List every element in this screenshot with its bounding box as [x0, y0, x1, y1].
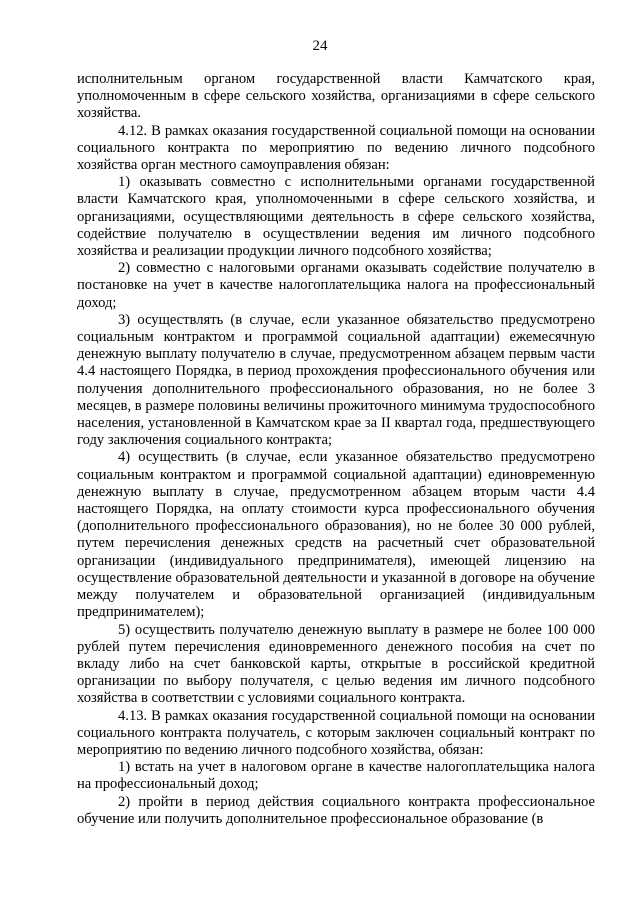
paragraph-4-12-item-2: 2) совместно с налоговыми органами оказывать содействие получателю в постановке на учет в качестве налогоплательщика налога на профессиональный доход; — [77, 260, 595, 311]
paragraph-4-12-item-1: 1) оказывать совместно с исполнительными органами государственной власти Камчатского края, уполномоченными в сфере сельского хозяйства, и организациями, осуществляющими деятельность в сфере сельского хозяйства, содействие получателю в осуществлении ведения им личного подсобного хозяйства и реализации продукции личного подсобного хозяйства; — [77, 174, 595, 260]
paragraph-continuation: исполнительным органом государственной власти Камчатского края, уполномоченным в сфере сельского хозяйства, организациями в сфере сельского хозяйства. — [77, 71, 595, 122]
paragraph-4-12: 4.12. В рамках оказания государственной социальной помощи на основании социального контракта по мероприятию по ведению личного подсобного хозяйства орган местного самоуправления обязан: — [77, 122, 595, 174]
paragraph-4-13: 4.13. В рамках оказания государственной социальной помощи на основании социального контракта получатель, с которым заключен социальный контракт по мероприятию по ведению личного подсобного хозяйства, обязан: — [77, 707, 595, 758]
paragraph-4-12-item-5: 5) осуществить получателю денежную выплату в размере не более 100 000 рублей путем перечисления единовременного денежного пособия на счет по вкладу либо на счет банковской карты, открытые в российской кредитной организации по выбору получателя, с целью ведения им личного подсобного хозяйства в соответствии с условиями социального контракта. — [77, 621, 595, 707]
paragraph-4-12-item-3: 3) осуществлять (в случае, если указанное обязательство предусмотрено социальным контрактом и программой социальной адаптации) ежемесячную денежную выплату получателю в случае, предусмотренном абзацем первым части 4.4 настоящего Порядка, в период прохождения профессионального обучения или получения дополнительного профессионального образования, но не более 3 месяцев, в размере половины величины прожиточного минимума трудоспособного населения, установленной в Камчатском крае за II квартал года, предшествующего году заключения социального контракта; — [77, 311, 595, 449]
paragraph-4-13-item-1: 1) встать на учет в налоговом органе в качестве налогоплательщика налога на профессиональный доход; — [77, 759, 595, 793]
document-body — [77, 71, 595, 828]
paragraph-4-12-item-4: 4) осуществить (в случае, если указанное обязательство предусмотрено социальным контрактом и программой социальной адаптации) единовременную денежную выплату в случае, предусмотренном абзацем вторым части 4.4 настоящего Порядка, на оплату стоимости курса профессионального обучения (дополнительного профессионального образования), но не более 30 000 рублей, путем перечисления денежных средств на расчетный счет образовательной организации (индивидуального предпринимателя), имеющей лицензию на осуществление образовательной деятельности и указанной в договоре на обучение между получателем и образовательной организацией (индивидуальным предпринимателем); — [77, 449, 595, 621]
paragraph-4-13-item-2: 2) пройти в период действия социального контракта профессиональное обучение или получить дополнительное профессиональное образование (в — [77, 793, 595, 827]
page-number: 24 — [312, 38, 328, 54]
